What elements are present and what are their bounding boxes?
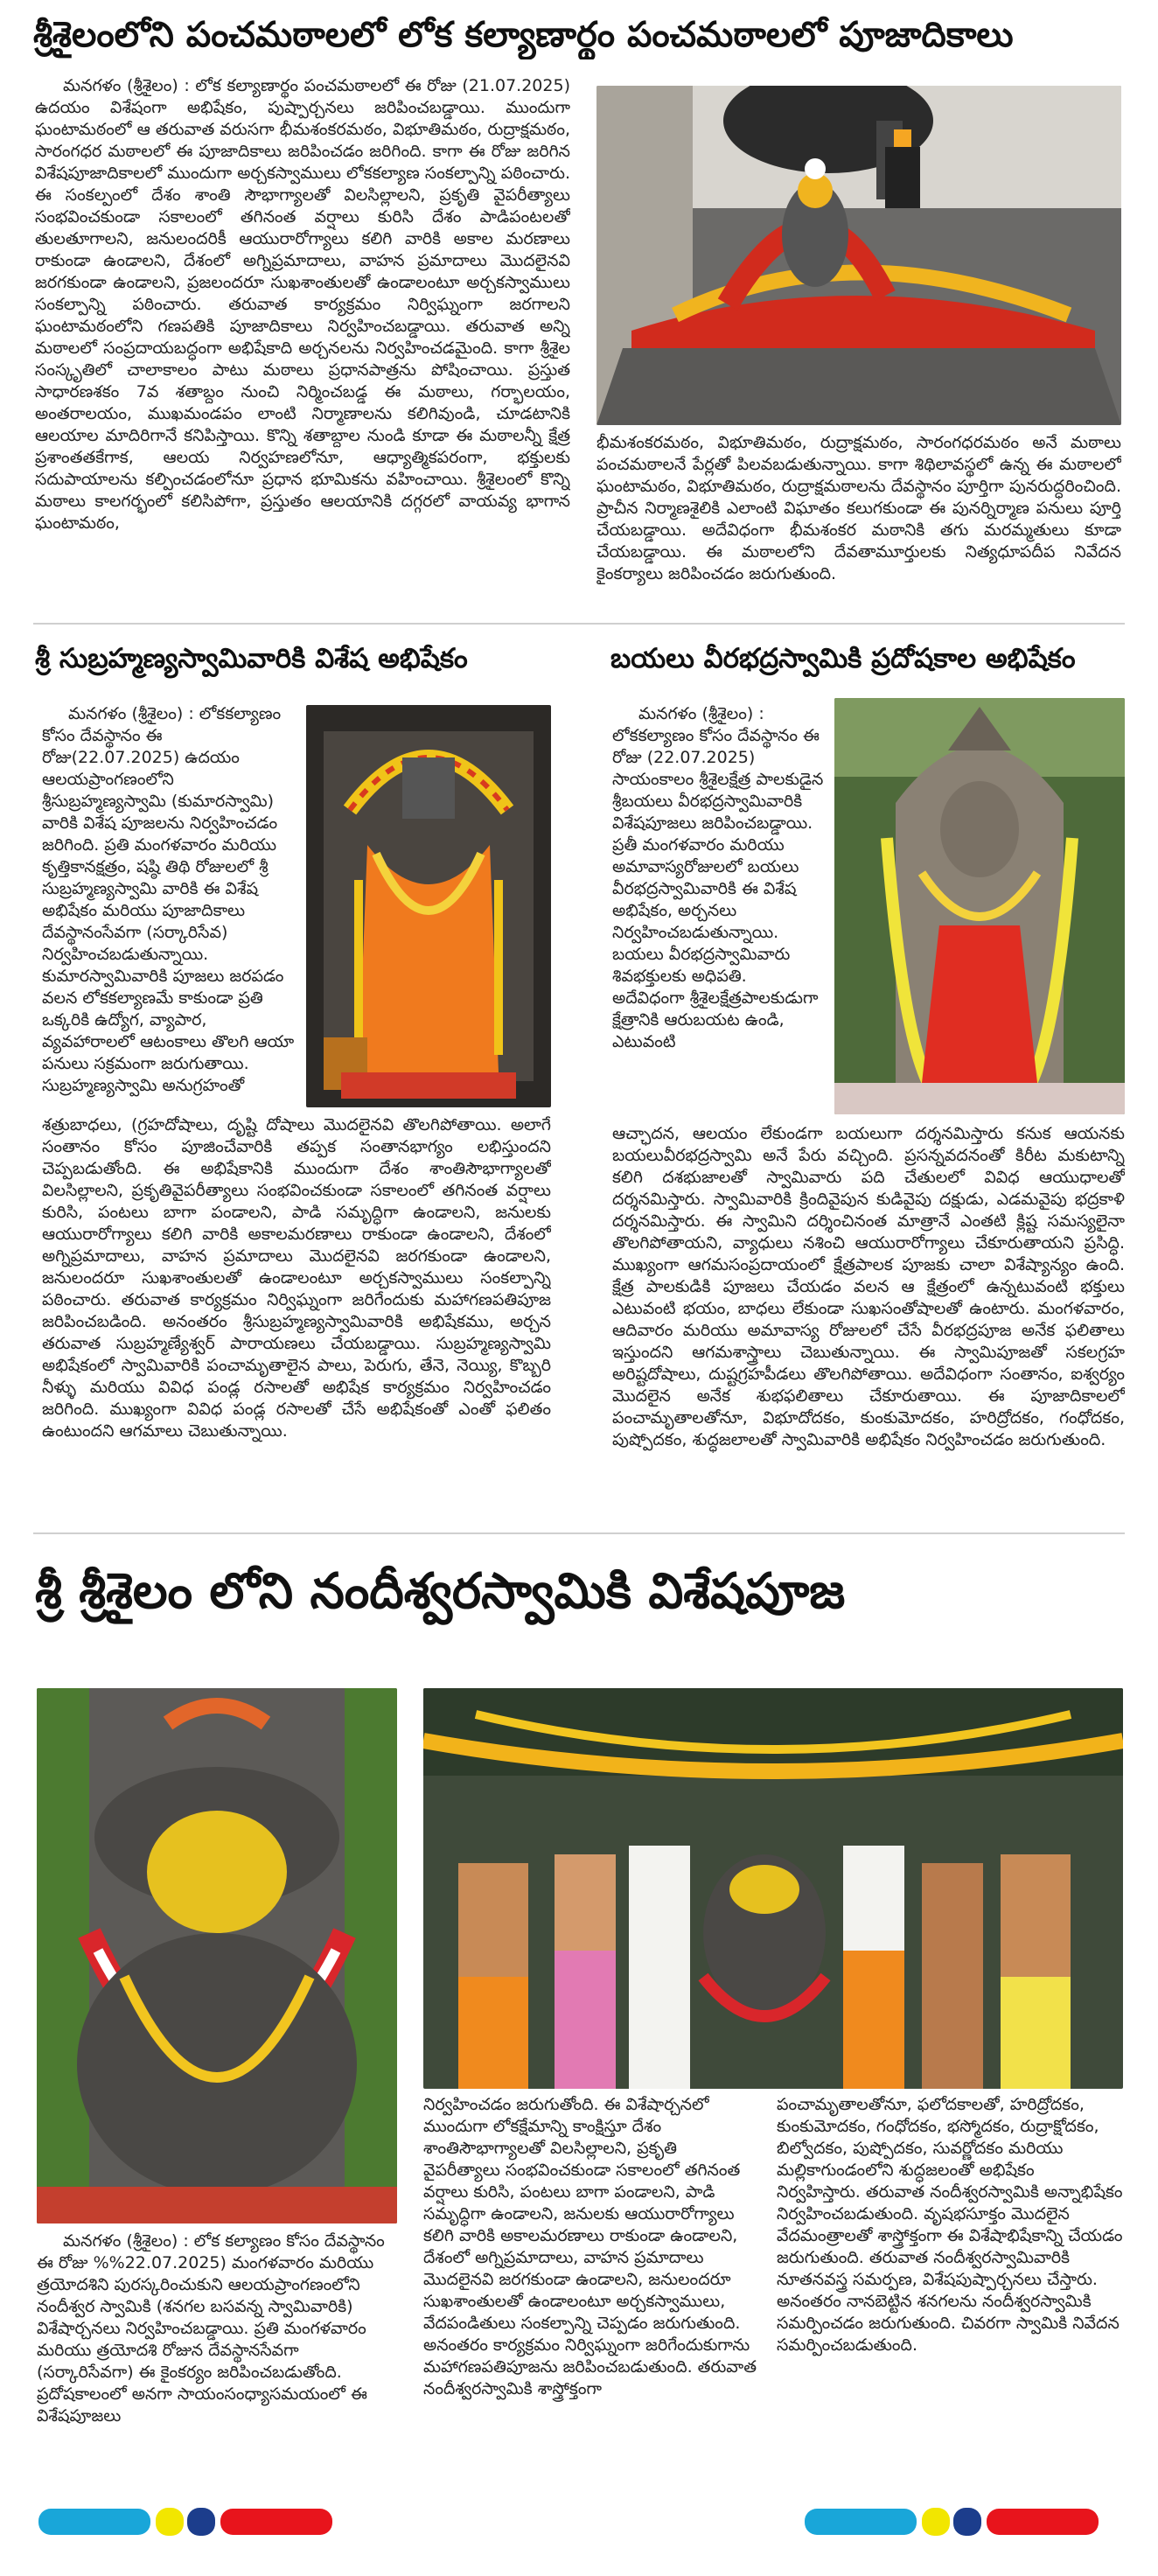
subrahmanya-body-wide: శత్రుబాధలు, (గ్రహదోషాలు, దృష్టి దోషాలు మొదలైనవి తొలగిపోతాయి. అలాగే సంతానం కోసం పూజించేవారికి తప్పక సంతానభాగ్యం లభిస్తుందని చెప్పబడుతోంది. ఈ అభిషేకానికి ముందుగా దేశం శాంతిసౌభాగ్యాలతో విలసిల్లాలని, ప్రకృతివైపరీత్యాలు సంభవించకుండా సకాలంలో తగినంత వర్షాలు కురిసి, పంటలు బాగా పండాలని, పాడి సమృద్ధిగా ఉండాలని, జనులకు ఆయురారోగ్యాలు కలిగి వారికి అకాలమరణాలు రాకుండా ఉండాలని, దేశంలో అగ్నిప్రమాదాలు, వాహన ప్రమాదాలు మొదలైనవి జరగకుండా ఉండాలని, జనులందరూ సుఖశాంతులతో ఉండాలంటూ అర్చకస్వాములు సంకల్పాన్ని పఠించారు. తరువాత కార్యక్రమం నిర్విఘ్నంగా జరిగేందుకు మహాగణపతిపూజ జరిపించబడింది. అనంతరం శ్రీసుబ్రహ్మణ్యస్వామివారికి అభిషేకము, అర్చన తరువాత సుబ్రహ్మణ్యేశ్వర్ పారాయణలు చేయబడ్డాయి. సుబ్రహ్మణ్యస్వామి అభిషేకంలో స్వామివారికి పంచామృతాలైన పాలు, పెరుగు, తేనె, నెయ్యి, కొబ్బరి నీళ్ళు మరియు వివిధ పండ్ల రసాలతో అభిషేక కార్యక్రమం నిర్వహించడం జరిగింది. ముఖ్యంగా వివిధ పండ్ల రసాలతో చేసే అభిషేకంతో ఎంతో ఫలితం ఉంటుందని ఆగమాలు చెబుతున్నాయి. [42, 1115, 551, 1441]
veerabhadra-body-wide: ఆచ్ఛాదన, ఆలయం లేకుండగా బయలుగా దర్శనమిస్తారు కనుక ఆయనకు బయలువీరభద్రస్వామి అనే పేరు వచ్చింది. ప్రసన్నవదనంతో కిరీట మకుటాన్ని కలిగి దశభుజాలతో స్వామివారు పది చేతులలో వివిధ ఆయుధాలతో దర్శనమిస్తారు. స్వామివారికి క్రిందివైపున కుడివైపు దక్షుడు, ఎడమవైపు భద్రకాళి దర్శనమిస్తారు. ఈ స్వామిని దర్శించినంత మాత్రానే ఎంతటి క్లిష్ట సమస్యలైనా తొలగిపోతాయని, వ్యాధులు నశించి ఆయురారోగ్యాలు చేకూరుతాయని ప్రసిద్ధి. ముఖ్యంగా ఆగమసంప్రదాయంలో క్షేత్రపాలక పూజకు చాలా విశేష్యాన్యం ఉంది. క్షేత్ర పాలకుడికి పూజలు చేయడం వలన ఆ క్షేత్రంలో ఉన్నటువంటి భక్తులు ఎటువంటి భయం, బాధలు లేకుండా సుఖసంతోషాలతో ఉంటారు. మంగళవారం, ఆదివారం మరియు అమావాస్య రోజులలో చేసే వీరభద్రపూజ అనేక ఫలితాలు ఇస్తుందని ఆగమశాస్త్రాలు చెబుతున్నాయి. ఈ స్వామిపూజతో సకలగ్రహ అరిష్టదోషాలు, దుష్టగ్రహపీడలు తొలగిపోతాయి. అదేవిధంగా సంతానం, ఐశ్వర్యం మొదలైన అనేక శుభఫలితాలు చేకూరుతాయి. ఈ పూజాదికాలలో పంచామృతాలతోనూ, విభూదోదకం, కుంకుమోదకం, హరిద్రోదకం, గంధోదకం, పుష్పోదకం, శుద్ధజలాలతో స్వామివారికి అభిషేకం నిర్వహించడం జరుగుతుంది. [612, 1124, 1125, 1449]
photo-nandi [37, 1688, 397, 2223]
nandeeswara-col3: పంచామృతాలతోనూ, ఫలోదకాలతో, హరిద్రోదకం, కుంకుమోదకం, గంధోదకం, భస్మోదకం, రుద్రాక్షోదకం, బిల్వోదకం, పుష్పోదకం, సువర్ణోదకం మరియు మల్లికాగుండంలోని శుద్ధజలంతో అభిషేకం నిర్వహిస్తారు. తరువాత నందీశ్వరస్వామికి అన్నాభిషేకం నిర్వహించబడుతుంది. వృషభసూక్తం మొదలైన వేదమంత్రాలతో శాస్త్రోక్తంగా ఈ విశేషాభిషేకాన్ని చేయడం జరుగుతుంది. తరువాత నందీశ్వరస్వామివారికి నూతనవస్త్ర సమర్పణ, విశేషపుష్పార్చనలు చేస్తారు. అనంతరం నానబెట్టిన శనగలను నందీశ్వరస్వామికి సమర్పించడం జరుగుతుంది. చివరగా స్వామికి నివేదన సమర్పించబడుతుంది. [777, 2095, 1123, 2355]
veerabhadra-body-narrow: మనగళం (శ్రీశైలం) : లోకకల్యాణం కోసం దేవస్థానం ఈ రోజు (22.07.2025) సాయంకాలం శ్రీశైలక్షేత్ర పాలకుడైన శ్రీబయలు వీరభద్రస్వామివారికి విశేషపూజలు జరిపించబడ్డాయి. ప్రతీ మంగళవారం మరియు అమావాస్యరోజులలో బయలు వీరభద్రస్వామివారికి ఈ విశేష అభిషేకం, అర్చనలు నిర్వహించబడుతున్నాయి. బయలు వీరభద్రస్వామివారు శివభక్తులకు అధిపతి. అదేవిధంగా శ్రీశైలక్షేత్రపాలకుడుగా క్షేత్రానికి ఆరుబయట ఉండి, ఎటువంటి [612, 704, 824, 1051]
footer-dot-navy [187, 2508, 215, 2536]
divider-top [33, 623, 1125, 625]
footer-dot-yellow-right [922, 2508, 950, 2536]
footer-dot-navy-right [953, 2508, 981, 2536]
photo-ceremony [423, 1688, 1123, 2089]
veerabhadra-headline: బయలు వీరభద్రస్వామికి ప్రదోషకాల అభిషేకం [610, 643, 1076, 674]
divider-middle [33, 1532, 1125, 1534]
panchamatha-body-left: మనగళం (శ్రీశైలం) : లోక కల్యాణార్థం పంచమఠాలలో ఈ రోజు (21.07.2025) ఉదయం విశేషంగా అభిషేకం, పుష్పార్చనలు జరిపించబడ్డాయి. ముందుగా ఘంటామఠంలో ఆ తరువాత వరుసగా భీమశంకరమఠం, విభూతిమఠం, రుద్రాక్షమఠం, సారంగధర మఠాలలో ఈ పూజాదికాలు జరిపించడం జరిగింది. కాగా ఈ రోజు జరిగిన విశేషపూజాదికాలలో ముందుగా అర్చకస్వాములు లోకకల్యాణ సంకల్పాన్ని పఠించారు. ఈ సంకల్పంలో దేశం శాంతి సౌభాగ్యాలతో విలసిల్లాలని, ప్రకృతి వైపరీత్యాలు సంభవించకుండా సకాలంలో తగినంత వర్షాలు కురిసి దేశం పాడిపంటలతో తులతూగాలని, జనులందరికీ ఆయురారోగ్యాలు కలిగి వారికి అకాల మరణాలు రాకుండా ఉండాలని, దేశంలో అగ్నిప్రమాదాలు, వాహన ప్రమాదాలు మొదలైనవి జరగకుండా ఉండాలని, ప్రజలందరూ సుఖశాంతులతో ఉండాలంటూ అర్చకస్వాములు సంకల్పాన్ని పఠించారు. తరువాత కార్యక్రమం నిర్విఘ్నంగా జరగాలని ఘంటామఠంలోని గణపతికి పూజాదికాలు నిర్వహించబడ్డాయి. తరువాత అన్ని మఠాలలో సంప్రదాయబద్ధంగా అభిషేకాది అర్చనలను నిర్వహించడమైంది. కాగా శ్రీశైల సంస్కృతిలో చాలాకాలం పాటు మఠాలు ప్రధానపాత్రను పోషించాయి. ప్రస్తుత సాధారణశకం 7వ శతాబ్దం నుంచి నిర్మించబడ్డ ఈ మఠాలు, గర్భాలయం, అంతరాలయం, ముఖమండపం లాంటి నిర్మాణాలను కలిగివుండి, చూడటానికి ఆలయాల మాదిరిగానే కనిపిస్తాయి. కొన్ని శతాబ్దాల నుండి కూడా ఈ మఠాలన్నీ క్షేత్ర ప్రశాంతతకేగాక, ఆలయ నిర్వహణలోనూ, ఆధ్యాత్మికపరంగా, భక్తులకు సదుపాయాలను కల్పించడంలోనూ ప్రధాన భూమికను వహించాయి. శ్రీశైలంలో కొన్ని మఠాలు కాలగర్భంలో కలిసిపోగా, ప్రస్తుతం ఆలయానికి దగ్గరలో వాయవ్య భాగాన ఘంటామఠం, [35, 76, 570, 533]
subrahmanya-body-narrow: మనగళం (శ్రీశైలం) : లోకకల్యాణం కోసం దేవస్థానం ఈ రోజు(22.07.2025) ఉదయం ఆలయప్రాంగణంలోని శ్రీసుబ్రహ్మణ్యస్వామి (కుమారస్వామి) వారికి విశేష పూజలను నిర్వహించడం జరిగింది. ప్రతి మంగళవారం మరియు కృత్తికానక్షత్రం, షష్ఠి తిథి రోజులలో శ్రీ సుబ్రహ్మణ్యస్వామి వారికి ఈ విశేష అభిషేకం మరియు పూజాదికాలు దేవస్థానంసేవగా (సర్కారిసేవ) నిర్వహించబడుతున్నాయి. కుమారస్వామివారికి పూజలు జరపడం వలన లోకకల్యాణమే కాకుండా ప్రతి ఒక్కరికి ఉద్యోగ, వ్యాపార, వ్యవహారాలలో ఆటంకాలు తొలగి ఆయా పనులు సక్రమంగా జరుగుతాయి. సుబ్రహ్మణ్యస్వామి అనుగ్రహంతో [42, 704, 295, 1095]
photo-subrahmanya [306, 705, 551, 1107]
panchamatha-headline: శ్రీశైలంలోని పంచమఠాలలో లోక కల్యాణార్థం పంచమఠాలలో పూజాదికాలు [33, 15, 1014, 55]
footer-pill-red [220, 2509, 332, 2535]
footer-pill-cyan-right [805, 2509, 917, 2535]
footer-pill-cyan [38, 2509, 150, 2535]
footer-pill-red-right [987, 2509, 1099, 2535]
photo-shivalinga [596, 86, 1121, 425]
nandeeswara-col2: నిర్వహించడం జరుగుతోంది. ఈ విశేషార్చనలో ముందుగా లోకక్షేమాన్ని కాంక్షిస్తూ దేశం శాంతిసౌభాగ్యాలతో విలసిల్లాలని, ప్రకృతి వైపరీత్యాలు సంభవించకుండా సకాలంలో తగినంత వర్షాలు కురిసి, పంటలు బాగా పండాలని, పాడి సమృద్ధిగా ఉండాలని, జనులకు ఆయురారోగ్యాలు కలిగి వారికి అకాలమరణాలు రాకుండా ఉండాలని, దేశంలో అగ్నిప్రమాదాలు, వాహన ప్రమాదాలు మొదలైనవి జరగకుండా ఉండాలని, జనులందరూ సుఖశాంతులతో ఉండాలంటూ అర్చకస్వాములు, వేదపండితులు సంకల్పాన్ని చెప్పడం జరుగుతుంది. అనంతరం కార్యక్రమం నిర్విఘ్నంగా జరిగేందుకుగాను మహాగణపతిపూజను జరిపించబడుతుంది. తరువాత నందీశ్వరస్వామికి శాస్త్రోక్తంగా [423, 2095, 757, 2398]
subrahmanya-headline: శ్రీ సుబ్రహ్మణ్యస్వామివారికి విశేష అభిషేకం [35, 643, 468, 674]
panchamatha-body-right: భీమశంకరమఠం, విభూతిమఠం, రుద్రాక్షమఠం, సారంగధరమఠం అనే మఠాలు పంచమఠాలనే పేర్లతో పిలవబడుతున్నాయి. కాగా శిథిలావస్థలో ఉన్న ఈ మఠాలలో ఘంటామఠం, విభూతిమఠం, రుద్రాక్షమఠాలను దేవస్థానం పూర్తిగా పునరుద్ధరించింది. ప్రాచీన నిర్మాణశైలికి ఎలాంటి విఘాతం కలుగకుండా ఈ పునర్నిర్మాణ పనులు పూర్తి చేయబడ్డాయి. అదేవిధంగా భీమశంకర మఠానికి తగు మరమ్మతులు కూడా చేయబడ్డాయి. ఈ మఠాలలోని దేవతామూర్తులకు నిత్యధూపదీప నివేదన కైంకర్యాలు జరిపించడం జరుగుతుంది. [596, 433, 1121, 583]
nandeeswara-headline: శ్రీ శ్రీశైలం లోని నందీశ్వరస్వామికి విశేషపూజ [35, 1563, 846, 1620]
nandeeswara-col1: మనగళం (శ్రీశైలం) : లోక కల్యాణం కోసం దేవస్థానం ఈ రోజు %%22.07.2025) మంగళవారం మరియు త్రయోదశిని పురస్కరించుకుని ఆలయప్రాంగణంలోని నందీశ్వర స్వామికి (శనగల బసవన్న స్వామివారికి) విశేషార్చనలు నిర్వహించబడ్డాయి. ప్రతి మంగళవారం మరియు త్రయోదశి రోజున దేవస్థానసేవగా (సర్కారిసేవగా) ఈ కైంకర్యం జరిపించబడుతోంది. ప్రదోషకాలంలో అనగా సాయంసంధ్యాసమయంలో ఈ విశేషపూజలు [37, 2231, 385, 2426]
photo-veerabhadra [834, 698, 1125, 1114]
footer-dot-yellow [156, 2508, 184, 2536]
